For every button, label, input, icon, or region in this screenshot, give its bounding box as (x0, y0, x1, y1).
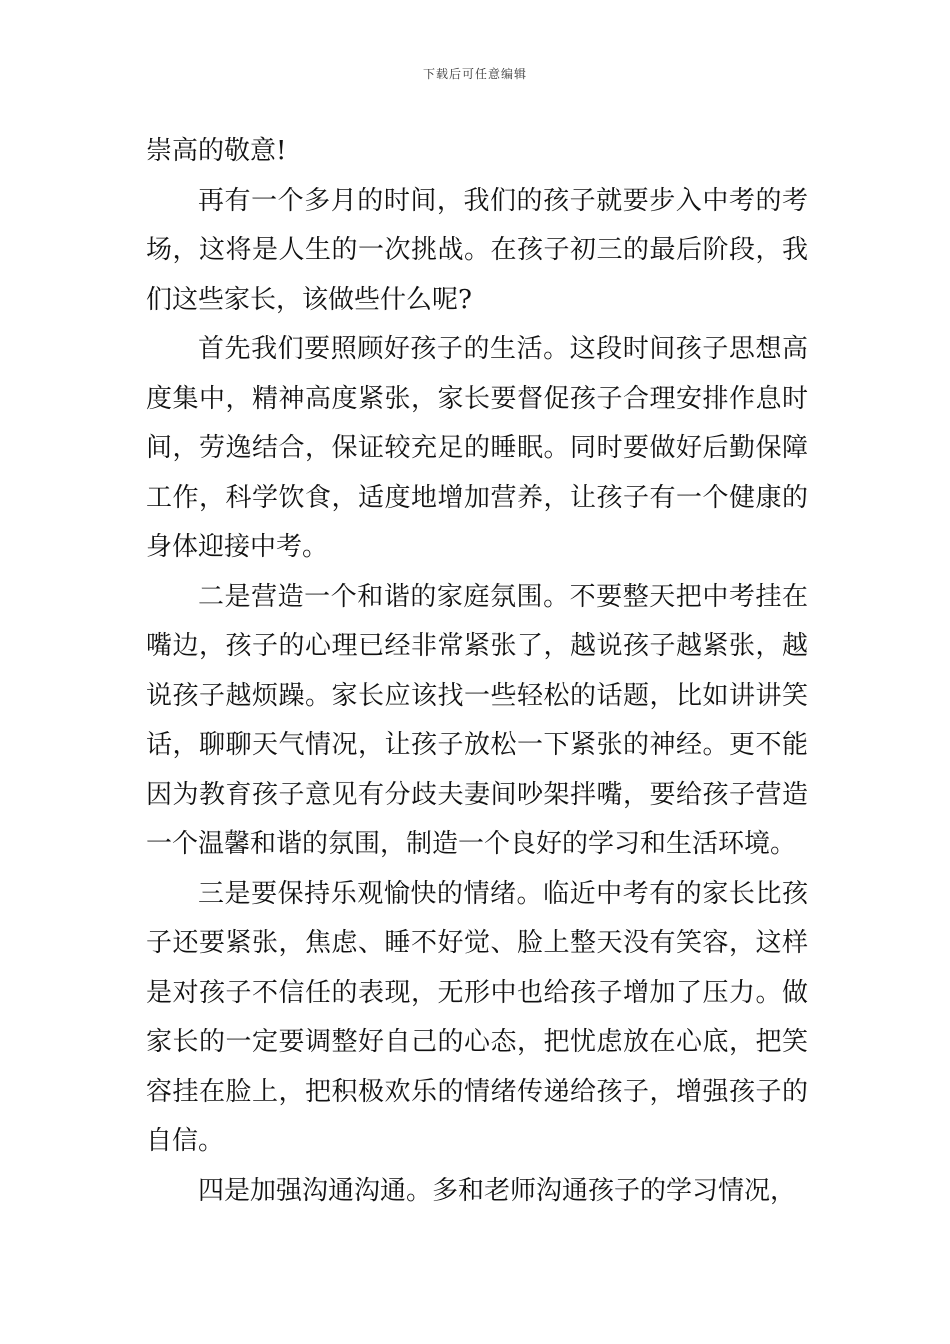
page-header: 下载后可任意编辑 (422, 67, 527, 81)
paragraph-6: 四是加强沟通沟通。多和老师沟通孩子的学习情况， (198, 1175, 797, 1206)
document-body (146, 127, 808, 1216)
paragraph-4: 二是营造一个和谐的家庭氛围。不要整天把中考挂在嘴边，孩子的心理已经非常紧张了，越说孩子越紧张，越说孩子越烦躁。家长应该找一些轻松的话题，比如讲讲笑话，聊聊天气情况，让孩子放松一下紧张的神经。更不能因为教育孩子意见有分歧夫妻间吵架拌嘴，要给孩子营造一个温馨和谐的氛围，制造一个良好的学习和生活环境。 (146, 581, 808, 859)
paragraph-1: 崇高的敬意! (146, 136, 287, 166)
paragraph-2: 再有一个多月的时间，我们的孩子就要步入中考的考场，这将是人生的一次挑战。在孩子初三的最后阶段，我们这些家长，该做些什么呢? (146, 185, 808, 315)
paragraph-3: 首先我们要照顾好孩子的生活。这段时间孩子思想高度集中，精神高度紧张，家长要督促孩子合理安排作息时间，劳逸结合，保证较充足的睡眠。同时要做好后勤保障工作，科学饮食，适度地增加营养，让孩子有一个健康的身体迎接中考。 (146, 334, 808, 562)
paragraph-5: 三是要保持乐观愉快的情绪。临近中考有的家长比孩子还要紧张，焦虑、睡不好觉、脸上整天没有笑容，这样是对孩子不信任的表现，无形中也给孩子增加了压力。做家长的一定要调整好自己的心态，把忧虑放在心底，把笑容挂在脸上，把积极欢乐的情绪传递给孩子，增强孩子的自信。 (146, 878, 808, 1156)
